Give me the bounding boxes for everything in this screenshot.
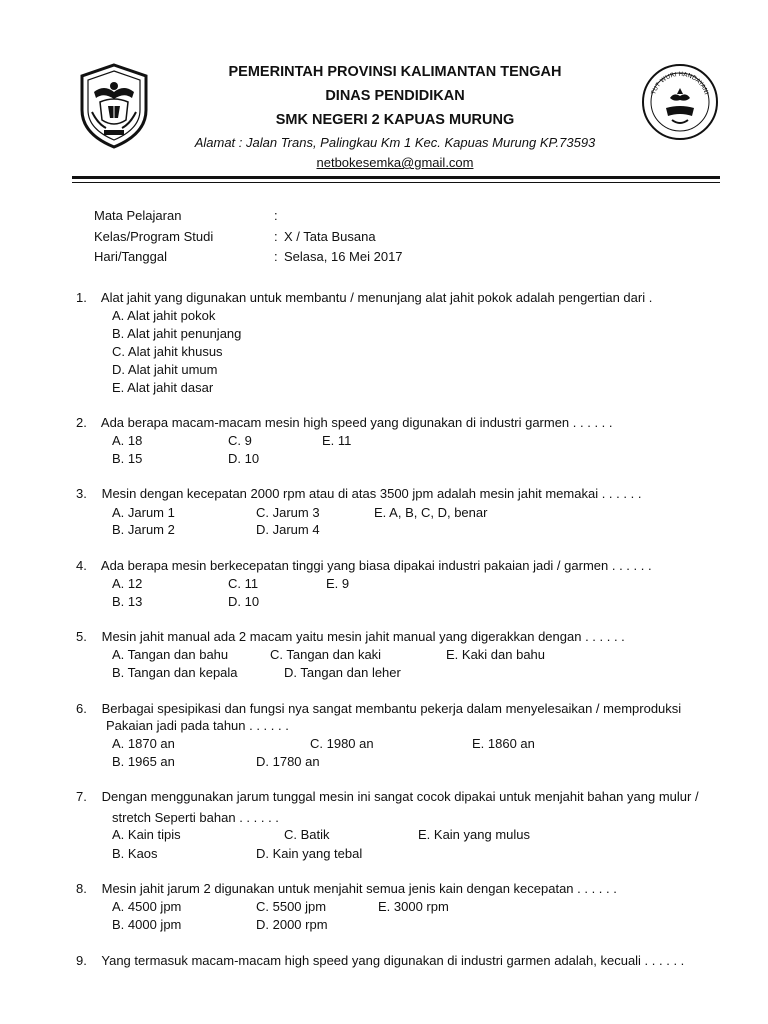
question-9: [76, 953, 684, 968]
header-divider-thin: [72, 182, 720, 183]
colon: :: [274, 229, 278, 244]
option: D. 10: [228, 594, 260, 609]
question-text-continued: stretch Seperti bahan . . . . . .: [112, 810, 279, 825]
option: A. Kain tipis: [112, 827, 181, 842]
question-text: Yang termasuk macam-macam high speed yang digunakan di industri garmen adalah, kecuali . . . . . .: [101, 953, 685, 968]
question-number: 5.: [76, 629, 87, 644]
school-email: netbokesemka@gmail.com: [316, 155, 474, 170]
question-4: [76, 558, 652, 573]
question-8: [76, 881, 617, 896]
date-label: Hari/Tanggal: [94, 249, 167, 264]
option: B. Kaos: [112, 846, 158, 861]
question-1: [76, 290, 652, 305]
question-number: 2.: [76, 415, 87, 430]
option: B. Alat jahit penunjang: [112, 326, 242, 341]
info-date-row: [94, 249, 403, 264]
option: C. 9: [228, 433, 252, 448]
option: E. Kain yang mulus: [418, 827, 531, 842]
option: E. Kaki dan bahu: [446, 647, 546, 662]
option: A. 12: [112, 576, 143, 591]
option: A. Alat jahit pokok: [112, 308, 216, 323]
date-value: Selasa, 16 Mei 2017: [284, 249, 403, 264]
question-text: Ada berapa mesin berkecepatan tinggi yang biasa dipakai industri pakaian jadi / garmen . . . . . .: [100, 558, 652, 573]
question-text-continued: Pakaian jadi pada tahun . . . . . .: [106, 718, 289, 733]
question-6: [76, 701, 681, 716]
logo-motto-text: TUT WURI HANDAYANI: [650, 70, 710, 96]
option: B. Jarum 2: [112, 522, 175, 537]
option: D. Jarum 4: [256, 522, 320, 537]
question-number: 4.: [76, 558, 87, 573]
question-text: Alat jahit yang digunakan untuk membantu / menunjang alat jahit pokok adalah pengertian dari .: [100, 290, 653, 305]
question-3: [76, 486, 641, 501]
option: C. Tangan dan kaki: [270, 647, 382, 662]
option: A. Tangan dan bahu: [112, 647, 229, 662]
question-number: 6.: [76, 701, 87, 716]
question-number: 7.: [76, 789, 87, 804]
option: C. Alat jahit khusus: [112, 344, 223, 359]
question-text: Mesin dengan kecepatan 2000 rpm atau di atas 3500 jpm adalah mesin jahit memakai . . . . . .: [101, 486, 642, 501]
question-5: [76, 629, 625, 644]
class-label: Kelas/Program Studi: [94, 229, 214, 244]
question-7: [76, 789, 699, 804]
question-text: Ada berapa macam-macam mesin high speed yang digunakan di industri garmen . . . . . .: [100, 415, 613, 430]
class-value: X / Tata Busana: [284, 229, 376, 244]
option: E. 9: [326, 576, 350, 591]
option: B. Tangan dan kepala: [112, 665, 238, 680]
option: E. A, B, C, D, benar: [374, 505, 488, 520]
option: C. 1980 an: [310, 736, 374, 751]
question-text: Berbagai spesipikasi dan fungsi nya sangat membantu pekerja dalam menyelesaikan / memproduksi: [101, 701, 682, 716]
option: D. Tangan dan leher: [284, 665, 401, 680]
school-title: SMK NEGERI 2 KAPUAS MURUNG: [275, 112, 515, 128]
option: E. Alat jahit dasar: [112, 380, 214, 395]
option: C. Batik: [284, 827, 330, 842]
option: D. 10: [228, 451, 260, 466]
option: A. 18: [112, 433, 143, 448]
option: B. 13: [112, 594, 143, 609]
question-number: 3.: [76, 486, 87, 501]
question-2: [76, 415, 613, 430]
subject-label: Mata Pelajaran: [94, 208, 182, 223]
question-text: Mesin jahit manual ada 2 macam yaitu mesin jahit manual yang digerakkan dengan . . . . . .: [101, 629, 625, 644]
provincial-emblem-icon: [74, 62, 154, 150]
question-number: 9.: [76, 953, 87, 968]
option: B. 15: [112, 451, 143, 466]
option: D. 2000 rpm: [256, 917, 328, 932]
option: D. Kain yang tebal: [256, 846, 363, 861]
colon: :: [274, 249, 278, 264]
option: E. 3000 rpm: [378, 899, 449, 914]
tut-wuri-handayani-logo-icon: [640, 62, 720, 142]
government-title: PEMERINTAH PROVINSI KALIMANTAN TENGAH: [228, 64, 562, 80]
option: A. 4500 jpm: [112, 899, 182, 914]
option: A. Jarum 1: [112, 505, 175, 520]
option: A. 1870 an: [112, 736, 175, 751]
option: B. 4000 jpm: [112, 917, 182, 932]
header-divider-thick: [72, 176, 720, 179]
option: B. 1965 an: [112, 754, 175, 769]
option: C. 11: [228, 576, 259, 591]
question-number: 8.: [76, 881, 87, 896]
info-subject-row: [94, 208, 284, 223]
info-class-row: [94, 229, 376, 244]
option: C. 5500 jpm: [256, 899, 327, 914]
department-title: DINAS PENDIDIKAN: [325, 88, 465, 104]
option: E. 11: [322, 433, 352, 448]
option: C. Jarum 3: [256, 505, 320, 520]
question-text: Mesin jahit jarum 2 digunakan untuk menjahit semua jenis kain dengan kecepatan . . . . . .: [101, 881, 617, 896]
question-text: Dengan menggunakan jarum tunggal mesin ini sangat cocok dipakai untuk menjahit bahan yang mulur /: [101, 789, 699, 804]
option: D. 1780 an: [256, 754, 320, 769]
colon: :: [274, 208, 278, 223]
option: E. 1860 an: [472, 736, 535, 751]
option: D. Alat jahit umum: [112, 362, 218, 377]
question-number: 1.: [76, 290, 87, 305]
school-address: Alamat : Jalan Trans, Palingkau Km 1 Kec. Kapuas Murung KP.73593: [194, 135, 596, 150]
